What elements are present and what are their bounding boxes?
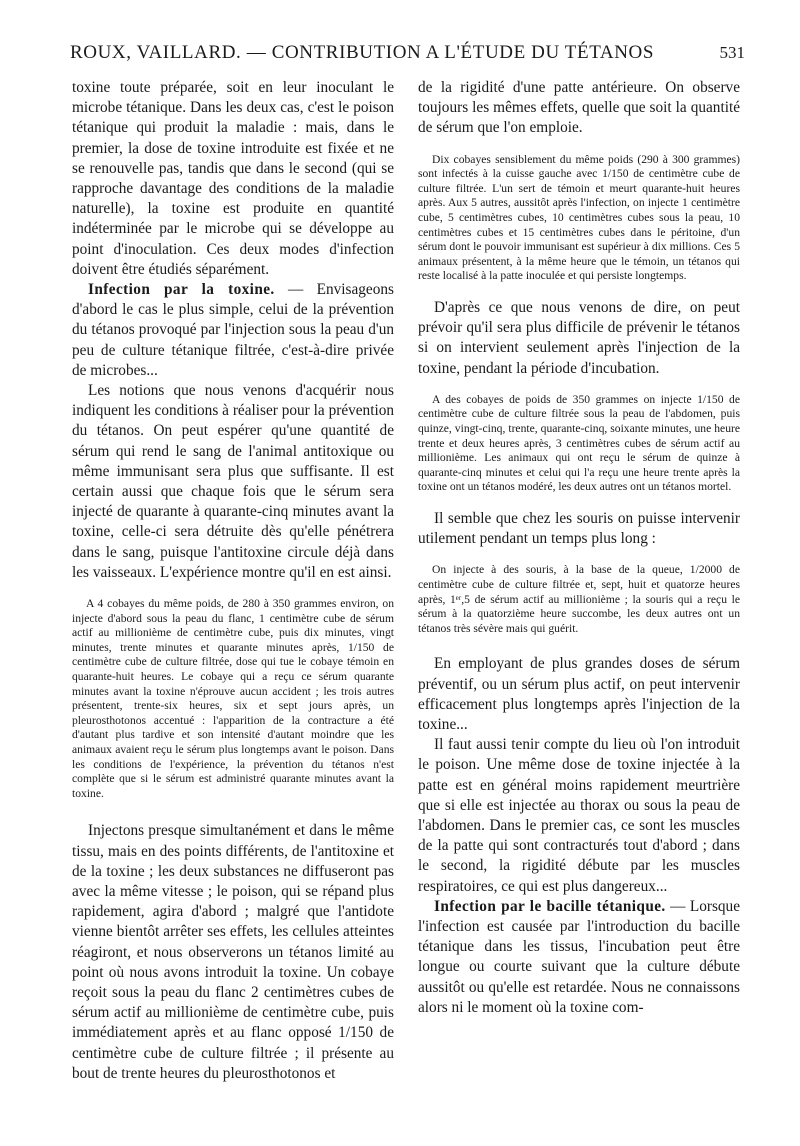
paragraph: D'après ce que nous venons de dire, on peut prévoir qu'il sera plus difficile de prévenir le tétanos si on intervient seulement après l'injection de la toxine, pendant la période d'incubation. bbox=[418, 298, 740, 377]
experiment-note: A 4 cobayes du même poids, de 280 à 350 grammes environ, on injecte d'abord sous la peau du flanc, 1 centimètre cube de sérum actif au millionième de centimètre cube, puis dix minutes, vingt minutes, trente minutes et quarante minutes après, 1/150 de centimètre cube de culture filtrée, dose qui tue le cobaye témoin en quarante-huit heures. Le cobaye qui a reçu ce sérum quarante minutes avant la toxine n'éprouve aucun accident ; les trois autres présentent, trente-six heures, six et sept jours après, un pleurosthotonos accentué : l'apparition de la contracture a été d'autant plus tardive et son intensité d'autant moindre que les animaux avaient reçu le sérum plus longtemps avant le poison. Dans les conditions de l'expérience, la prévention du tétanos n'est complète que si le sérum est administré quarante minutes avant la toxine. bbox=[72, 597, 394, 800]
paragraph: toxine toute préparée, soit en leur inoculant le microbe tétanique. Dans les deux cas, c'est le poison tétanique qui produit la maladie : mais, dans le premier, la dose de toxine introduite est fixée et ne se renouvelle pas, tandis que dans le second (qui se rapproche davantage des conditions de la maladie naturelle), la toxine est produite en quantité indéterminée par le microbe qui se développe au point d'inoculation. Ces deux modes d'infection doivent être étudiés séparément. bbox=[72, 79, 394, 278]
section-heading: Infection par le bacille tétanique. bbox=[434, 897, 666, 915]
paragraph: Les notions que nous venons d'acquérir nous indiquent les conditions à réaliser pour la prévention du tétanos. On peut espérer qu'une quantité de sérum qui rend le sang de l'animal antitoxique ou même immunisant sera plus que suffisante. Il est certain aussi que chaque fois que le sérum sera injecté de quarante à quarante-cinq minutes avant la toxine, celle-ci sera détruite dès qu'elle pénétrera dans le sang, puisque l'antitoxine circule déjà dans les vaisseaux. L'expérience montre qu'il en est ainsi. bbox=[72, 382, 394, 581]
experiment-note: On injecte à des souris, à la base de la queue, 1/2000 de centimètre cube de culture filtrée et, sept, huit et quatorze heures après, 1ᵉʳ,5 de sérum actif au millionième ; la souris qui a reçu le sérum à la quatorzième heure succombe, les deux autres ont un tétanos très sévère mais qui guérit. bbox=[418, 563, 740, 635]
page-number: 531 bbox=[719, 43, 745, 62]
left-column bbox=[72, 78, 394, 1084]
running-header bbox=[70, 42, 745, 64]
paragraph: de la rigidité d'une patte antérieure. On observe toujours les mêmes effets, quelle que soit la quantité de sérum que l'on emploie. bbox=[418, 79, 740, 137]
paragraph-text: — Lorsque l'infection est causée par l'introduction du bacille tétanique dans les tissus, l'incubation peut être longue ou courte suivant que la culture débute aussitôt ou qu'elle est retardée. Nous ne connaissons alors ni le moment où la toxine com- bbox=[418, 897, 740, 1016]
paragraph: Injectons presque simultanément et dans le même tissu, mais en des points différents, de l'antitoxine et de la toxine ; les deux substances ne diffuseront pas avec la même vitesse ; le poison, qui se répand plus rapidement, agira d'abord ; malgré que l'antidote vienne bientôt arrêter ses effets, les cellules atteintes réagiront, et nous observerons un tétanos limité au point où nous avons introduit la toxine. Un cobaye reçoit sous la peau du flanc 2 centimètres cubes de sérum actif au millionième de centimètre cube, puis immédiatement après et au flanc opposé 1/150 de centimètre cube de culture filtrée ; il présente au bout de trente heures du pleurosthotonos et bbox=[72, 822, 394, 1082]
experiment-note: A des cobayes de poids de 350 grammes on injecte 1/150 de centimètre cube de culture filtrée sous la peau de l'abdomen, puis quinze, vingt-cinq, trente, quarante-cinq, soixante minutes, une heure trente et deux heures après, 3 centimètres cubes de sérum actif au millionième. Les animaux qui ont reçu le sérum de quinze à quarante-cinq minutes et celui qui l'a reçu une heure trente après la toxine ont un tétanos modéré, les deux autres ont un tétanos mortel. bbox=[418, 392, 740, 494]
running-head: ROUX, VAILLARD. — CONTRIBUTION A L'ÉTUDE DU TÉTANOS bbox=[70, 42, 655, 63]
section-heading: Infection par la toxine. bbox=[88, 281, 275, 299]
experiment-note: Dix cobayes sensiblement du même poids (290 à 300 grammes) sont infectés à la cuisse gauche avec 1/150 de centimètre cube de culture filtrée. L'un sert de témoin et meurt quarante-huit heures après. Aux 5 autres, aussitôt après l'infection, on injecte 1 centimètre cube, 5 centimètres cubes, 10 centimètres cubes sous la peau, 10 centimètres cubes et 15 centimètres cubes dans le péritoine, d'un sérum dont le pouvoir immunisant est supérieur à dix millions. Ces 5 animaux présentent, à la même heure que le témoin, un tétanos qui reste localisé à la patte inoculée et qui persiste longtemps. bbox=[418, 152, 740, 283]
paragraph-infection-toxine bbox=[72, 280, 394, 381]
right-column bbox=[418, 78, 740, 1018]
paragraph: Il semble que chez les souris on puisse intervenir utilement pendant un temps plus long : bbox=[418, 509, 740, 548]
paragraph-infection-bacille bbox=[418, 897, 740, 1018]
paragraph: Il faut aussi tenir compte du lieu où l'on introduit le poison. Une même dose de toxine injectée à la patte est en général moins rapidement meurtrière que si elle est injectée au thorax ou sous la peau de l'abdomen. Dans le premier cas, ce sont les muscles de la patte qui sont contracturés tout d'abord ; dans le second, la rigidité débute par les muscles respiratoires, ce qui est plus dangereux... bbox=[418, 736, 740, 895]
paragraph-text: — Envisageons d'abord le cas le plus simple, celui de la prévention du tétanos provoqué par l'injection sous la peau d'un peu de culture tétanique filtrée, c'est-à-dire privée de microbes... bbox=[72, 281, 394, 379]
paragraph: En employant de plus grandes doses de sérum préventif, ou un sérum plus actif, on peut intervenir efficacement plus longtemps après l'injection de la toxine... bbox=[418, 655, 740, 733]
